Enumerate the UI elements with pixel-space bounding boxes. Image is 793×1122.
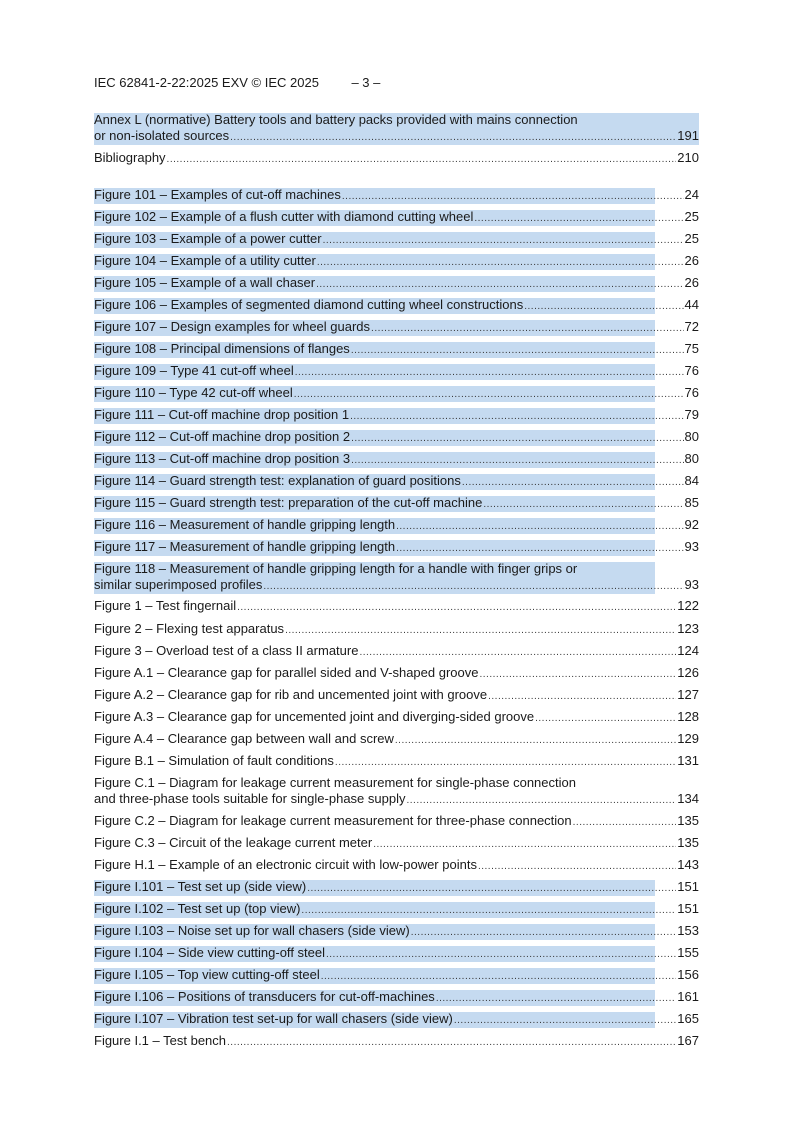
toc-page-number: 79: [684, 407, 699, 422]
toc-entry-title: Figure 113 – Cut-off machine drop position 3: [94, 451, 351, 466]
toc-page-number: 25: [684, 209, 699, 224]
toc-entry[interactable]: [94, 989, 699, 1007]
dot-leader: [478, 859, 676, 875]
toc-entry[interactable]: [94, 775, 699, 809]
dot-leader: [436, 991, 676, 1007]
toc-page-number: 93: [684, 577, 699, 592]
toc-entry[interactable]: [94, 1033, 699, 1051]
toc-entry[interactable]: [94, 341, 699, 359]
toc-page-number: 129: [677, 731, 699, 746]
toc-page-number: 123: [677, 621, 699, 636]
toc-page-number: 131: [677, 753, 699, 768]
toc-entry-title: Figure I.104 – Side view cutting-off steel: [94, 945, 325, 960]
toc-page-number: 155: [677, 945, 699, 960]
toc-entry-title: Bibliography: [94, 150, 166, 165]
toc-entry-title: Figure I.102 – Test set up (top view): [94, 901, 301, 916]
toc-entry[interactable]: [94, 561, 699, 595]
toc-entry[interactable]: [94, 495, 699, 513]
toc-entry[interactable]: [94, 150, 699, 168]
toc-entry[interactable]: [94, 857, 699, 875]
dot-leader: [359, 645, 676, 661]
dot-leader: [483, 497, 683, 513]
toc-entry-title: Figure C.3 – Circuit of the leakage current meter: [94, 835, 373, 850]
dot-leader: [462, 475, 684, 491]
toc-entry-title: Figure 106 – Examples of segmented diamond cutting wheel constructions: [94, 297, 524, 312]
toc-page-number: 85: [684, 495, 699, 510]
toc-entry[interactable]: [94, 813, 699, 831]
toc-page-number: 156: [677, 967, 699, 982]
dot-leader: [406, 793, 676, 809]
toc-entry-title: Figure 108 – Principal dimensions of flanges: [94, 341, 350, 356]
toc-entry-title: Figure 115 – Guard strength test: preparation of the cut-off machine: [94, 495, 483, 510]
toc-entry-title: Figure 2 – Flexing test apparatus: [94, 621, 285, 636]
toc-entry-title: Figure 105 – Example of a wall chaser: [94, 275, 316, 290]
dot-leader: [351, 453, 683, 469]
dot-leader: [454, 1013, 676, 1029]
toc-entry-title: Figure A.1 – Clearance gap for parallel sided and V-shaped groove: [94, 665, 479, 680]
toc-entry-title: Figure A.4 – Clearance gap between wall and screw: [94, 731, 394, 746]
dot-leader: [488, 689, 676, 705]
dot-leader: [295, 365, 684, 381]
toc-entry[interactable]: [94, 709, 699, 727]
toc-entry-title: Figure 116 – Measurement of handle gripping length: [94, 517, 396, 532]
toc-page-number: 161: [677, 989, 699, 1004]
toc-entry-title: Figure 103 – Example of a power cutter: [94, 231, 322, 246]
toc-page-number: 92: [684, 517, 699, 532]
toc-entry-title: Figure I.105 – Top view cutting-off steel: [94, 967, 320, 982]
dot-leader: [335, 755, 676, 771]
toc-page-number: 210: [677, 150, 699, 165]
toc-entry[interactable]: [94, 385, 699, 403]
toc-page-number: 25: [684, 231, 699, 246]
toc-entry[interactable]: [94, 209, 699, 227]
toc-entry[interactable]: [94, 1011, 699, 1029]
toc-entry[interactable]: [94, 621, 699, 639]
dot-leader: [396, 519, 683, 535]
dot-leader: [316, 277, 683, 293]
toc-entry-title: Figure 109 – Type 41 cut-off wheel: [94, 363, 294, 378]
toc-page-number: 80: [684, 451, 699, 466]
dot-leader: [395, 733, 676, 749]
dot-leader: [285, 623, 676, 639]
toc-page-number: 76: [684, 385, 699, 400]
toc-entry[interactable]: [94, 945, 699, 963]
toc-entry[interactable]: [94, 687, 699, 705]
toc-page-number: 122: [677, 598, 699, 613]
dot-leader: [167, 152, 677, 168]
dot-leader: [227, 1035, 676, 1051]
toc-entry-title: or non-isolated sources: [94, 128, 230, 143]
toc-entry-title: Figure 104 – Example of a utility cutter: [94, 253, 316, 268]
toc-entry[interactable]: [94, 187, 699, 205]
dot-leader: [373, 837, 676, 853]
dot-leader: [317, 255, 684, 271]
dot-leader: [350, 409, 683, 425]
toc-entry[interactable]: [94, 643, 699, 661]
toc-entry-title-line1: Figure C.1 – Diagram for leakage current measurement for single-phase connection: [94, 775, 576, 790]
toc-entry[interactable]: [94, 731, 699, 749]
toc-page-number: 75: [684, 341, 699, 356]
toc-entry[interactable]: [94, 407, 699, 425]
toc-page-number: 26: [684, 253, 699, 268]
toc-page-number: 167: [677, 1033, 699, 1048]
dot-leader: [294, 387, 684, 403]
dot-leader: [524, 299, 683, 315]
toc-page-number: 76: [684, 363, 699, 378]
toc-entry[interactable]: [94, 253, 699, 271]
toc-entry-title-line1: Annex L (normative) Battery tools and battery packs provided with mains connection: [94, 112, 578, 127]
toc-entry[interactable]: [94, 297, 699, 315]
toc-entry-title: Figure I.103 – Noise set up for wall chasers (side view): [94, 923, 410, 938]
toc-page-number: 80: [684, 429, 699, 444]
toc-entry-title: Figure 112 – Cut-off machine drop position 2: [94, 429, 351, 444]
toc-entry[interactable]: [94, 275, 699, 293]
dot-leader: [474, 211, 683, 227]
toc-page-number: 134: [677, 791, 699, 806]
toc-entry-title: Figure 3 – Overload test of a class II armature: [94, 643, 359, 658]
toc-page-number: 151: [677, 879, 699, 894]
toc-page-number: 191: [677, 128, 699, 143]
dot-leader: [301, 903, 676, 919]
toc-page-number: 93: [684, 539, 699, 554]
toc-entry[interactable]: [94, 451, 699, 469]
dot-leader: [342, 189, 684, 205]
toc-entry-title: Figure 102 – Example of a flush cutter with diamond cutting wheel: [94, 209, 474, 224]
dot-leader: [230, 130, 676, 146]
toc-page-number: 84: [684, 473, 699, 488]
toc-page-number: 135: [677, 813, 699, 828]
dot-leader: [411, 925, 677, 941]
toc-page-number: 165: [677, 1011, 699, 1026]
toc-entry[interactable]: [94, 598, 699, 616]
toc-entry-title: Figure 111 – Cut-off machine drop position 1: [94, 407, 350, 422]
toc-entry[interactable]: [94, 901, 699, 919]
dot-leader: [573, 815, 677, 831]
dot-leader: [307, 881, 676, 897]
toc-entry-title: similar superimposed profiles: [94, 577, 263, 592]
dot-leader: [351, 343, 684, 359]
toc-entry[interactable]: [94, 539, 699, 557]
dot-leader: [396, 541, 683, 557]
toc-page-number: 126: [677, 665, 699, 680]
toc-entry[interactable]: [94, 665, 699, 683]
toc-page-number: 72: [684, 319, 699, 334]
toc-entry-title: Figure A.3 – Clearance gap for uncemented joint and diverging-sided groove: [94, 709, 535, 724]
toc-page-number: 24: [684, 187, 699, 202]
toc-entry[interactable]: [94, 923, 699, 941]
toc-entry-title: Figure 1 – Test fingernail: [94, 598, 237, 613]
toc-page-number: 44: [684, 297, 699, 312]
dot-leader: [263, 579, 683, 595]
toc-entry[interactable]: [94, 231, 699, 249]
toc-entry-title: and three-phase tools suitable for single-phase supply: [94, 791, 406, 806]
toc-entry[interactable]: [94, 473, 699, 491]
toc-entry[interactable]: [94, 319, 699, 337]
toc-page-number: 151: [677, 901, 699, 916]
toc-entry-title: Figure B.1 – Simulation of fault conditions: [94, 753, 334, 768]
toc-page-number: 135: [677, 835, 699, 850]
toc-entry[interactable]: [94, 835, 699, 853]
dot-leader: [321, 969, 677, 985]
toc-entry[interactable]: [94, 112, 699, 146]
toc-entry-title: Figure 114 – Guard strength test: explanation of guard positions: [94, 473, 461, 488]
toc-entry[interactable]: [94, 517, 699, 535]
dot-leader: [237, 600, 676, 616]
toc-entry[interactable]: [94, 753, 699, 771]
toc-entry-title: Figure 110 – Type 42 cut-off wheel: [94, 385, 293, 400]
toc-page-number: 153: [677, 923, 699, 938]
dot-leader: [351, 431, 683, 447]
toc-page-number: 143: [677, 857, 699, 872]
toc-entry[interactable]: [94, 967, 699, 985]
toc-entry[interactable]: [94, 363, 699, 381]
toc-entry-title-line1: Figure 118 – Measurement of handle gripping length for a handle with finger grips or: [94, 561, 578, 576]
dot-leader: [535, 711, 676, 727]
toc-page-number: 128: [677, 709, 699, 724]
dot-leader: [323, 233, 684, 249]
toc-entry[interactable]: [94, 429, 699, 447]
toc-entry-title: Figure A.2 – Clearance gap for rib and uncemented joint with groove: [94, 687, 488, 702]
dot-leader: [371, 321, 683, 337]
dot-leader: [479, 667, 676, 683]
toc-entry-title: Figure I.101 – Test set up (side view): [94, 879, 307, 894]
page-header: IEC 62841-2-22:2025 EXV © IEC 2025 – 3 –: [94, 75, 381, 90]
toc-page-number: 26: [684, 275, 699, 290]
toc-entry-title: Figure 101 – Examples of cut-off machines: [94, 187, 341, 202]
toc-entry-title: Figure H.1 – Example of an electronic circuit with low-power points: [94, 857, 477, 872]
toc-entry-title: Figure 117 – Measurement of handle gripping length: [94, 539, 396, 554]
toc-entry[interactable]: [94, 879, 699, 897]
toc-entry-title: Figure I.106 – Positions of transducers for cut-off-machines: [94, 989, 435, 1004]
dot-leader: [326, 947, 676, 963]
toc-entry-title: Figure 107 – Design examples for wheel guards: [94, 319, 371, 334]
toc-page-number: 127: [677, 687, 699, 702]
toc-entry-title: Figure I.1 – Test bench: [94, 1033, 227, 1048]
toc-entry-title: Figure C.2 – Diagram for leakage current measurement for three-phase connection: [94, 813, 572, 828]
toc-page-number: 124: [677, 643, 699, 658]
toc-entry-title: Figure I.107 – Vibration test set-up for wall chasers (side view): [94, 1011, 453, 1026]
